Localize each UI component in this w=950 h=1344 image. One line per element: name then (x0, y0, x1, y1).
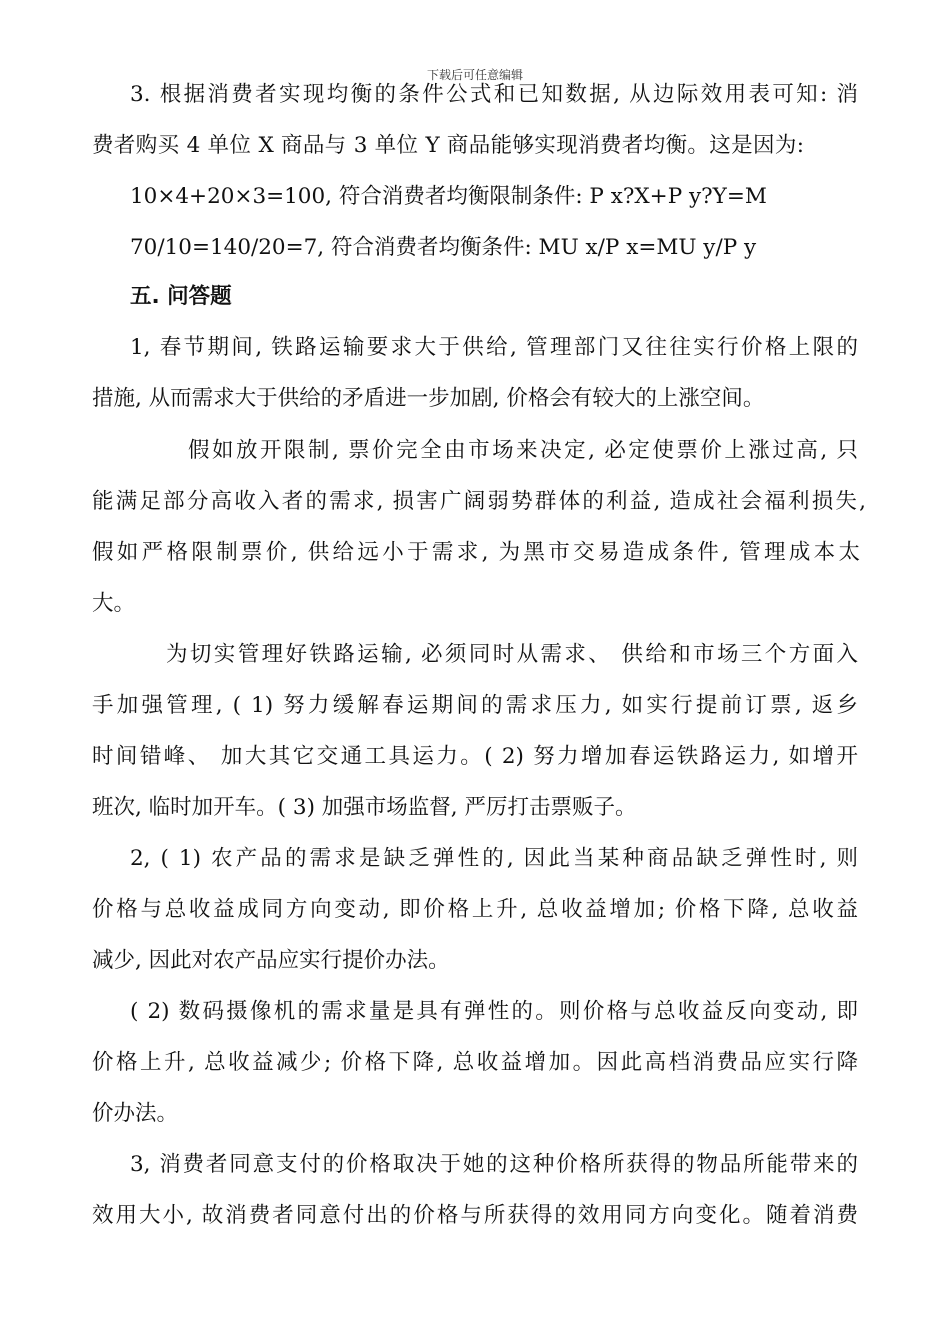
text-line: 假如放开限制, 票价完全由市场来决定, 必定使票价上涨过高, 只 (188, 438, 858, 463)
text-line: 大。 (92, 591, 136, 616)
text-line: 手加强管理, ( 1) 努力缓解春运期间的需求压力, 如实行提前订票, 返乡 (92, 693, 858, 718)
text-line: 减少, 因此对农产品应实行提价办法。 (92, 948, 450, 973)
text-line: 为切实管理好铁路运输, 必须同时从需求、 供给和市场三个方面入 (166, 642, 858, 667)
text-line: 费者购买 4 单位 X 商品与 3 单位 Y 商品能够实现消费者均衡。这是因为: (92, 133, 804, 158)
text-line: 价办法。 (92, 1101, 179, 1126)
text-line: 假如严格限制票价, 供给远小于需求, 为黑市交易造成条件, 管理成本太 (92, 540, 860, 565)
text-line: 2, ( 1) 农产品的需求是缺乏弹性的, 因此当某种商品缺乏弹性时, 则 (130, 846, 858, 871)
formula-line: 70/10=140/20=7, 符合消费者均衡条件: MU x/P x=MU y/P y (130, 235, 757, 260)
text-line: 效用大小, 故消费者同意付出的价格与所获得的效用同方向变化。随着消费 (92, 1203, 858, 1228)
text-line: 价格上升, 总收益减少; 价格下降, 总收益增加。因此高档消费品应实行降 (92, 1050, 858, 1075)
text-line: 价格与总收益成同方向变动, 即价格上升, 总收益增加; 价格下降, 总收益 (92, 897, 858, 922)
text-line: 时间错峰、 加大其它交通工具运力。( 2) 努力增加春运铁路运力, 如增开 (92, 744, 858, 769)
text-line: 班次, 临时加开车。( 3) 加强市场监督, 严厉打击票贩子。 (92, 795, 637, 820)
text-line: 3, 消费者同意支付的价格取决于她的这种价格所获得的物品所能带来的 (130, 1152, 858, 1177)
page-header: 下载后可任意编辑 (426, 68, 523, 82)
text-line: ( 2) 数码摄像机的需求量是具有弹性的。则价格与总收益反向变动, 即 (130, 999, 858, 1024)
text-line: 1, 春节期间, 铁路运输要求大于供给, 管理部门又往往实行价格上限的 (130, 335, 858, 360)
text-line: 措施, 从而需求大于供给的矛盾进一步加剧, 价格会有较大的上涨空间。 (92, 386, 765, 411)
text-line: 3. 根据消费者实现均衡的条件公式和已知数据, 从边际效用表可知: 消 (130, 82, 858, 107)
formula-line: 10×4+20×3=100, 符合消费者均衡限制条件: P x?X+P y?Y=M (130, 184, 767, 209)
text-line: 能满足部分高收入者的需求, 损害广阔弱势群体的利益, 造成社会福利损失, (92, 489, 866, 514)
section-heading: 五. 问答题 (130, 284, 232, 309)
